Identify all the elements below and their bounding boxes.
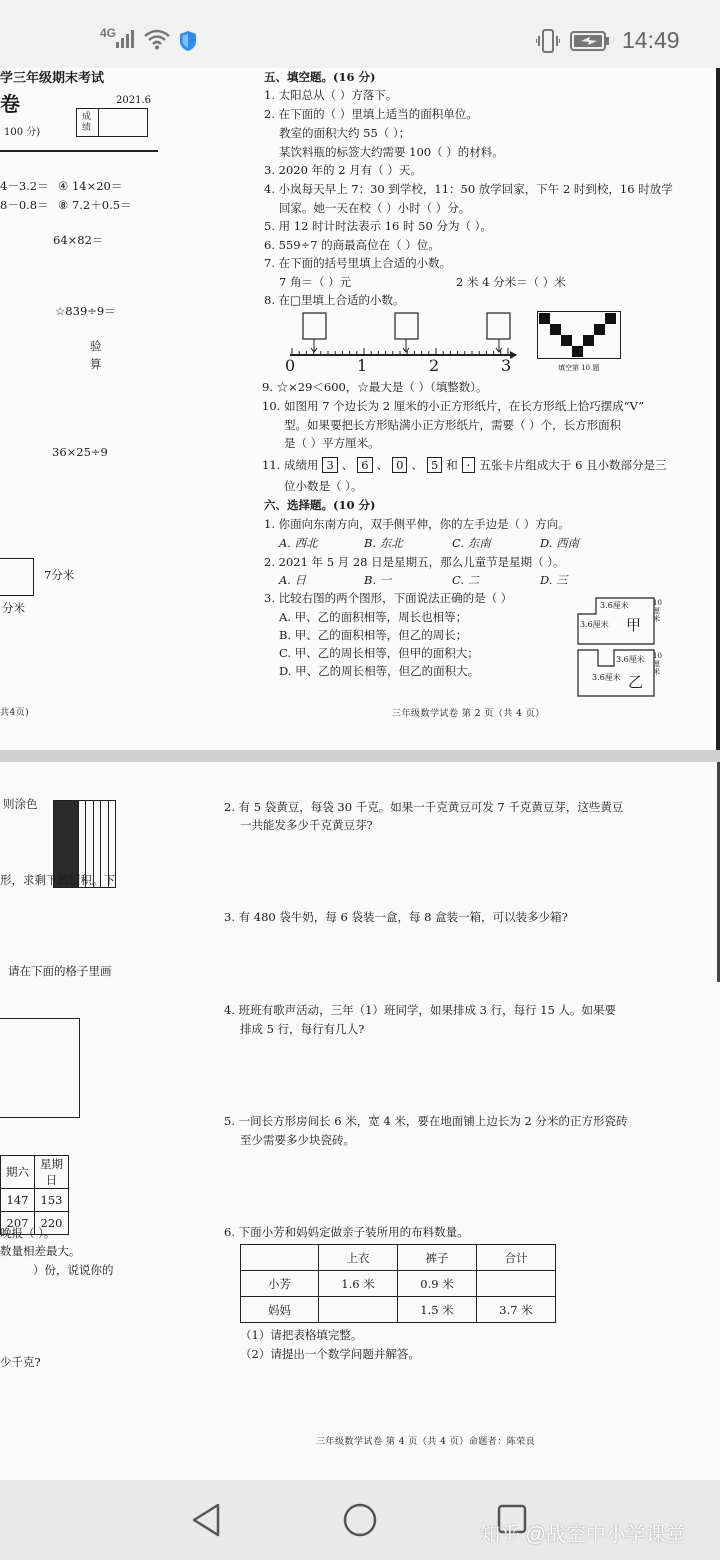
choice-question-3: 3. 比较右图的两个图形，下面说法正确的是（ ） — [264, 591, 513, 605]
option: B. 一 — [364, 573, 392, 587]
question-11-tail: 五张卡片组成大于 6 且小数部分是三 — [479, 458, 667, 472]
page-footer-left: 共4页) — [0, 708, 30, 718]
page-separator — [0, 750, 720, 762]
left-text: ）份，说说你的 — [33, 1263, 114, 1277]
cloth-table — [240, 1244, 556, 1323]
check-label: 验 — [90, 339, 102, 353]
number-card: 3 — [322, 457, 337, 473]
question-4b: 回家。她一天在校（ ）小时（ ）分。 — [279, 201, 471, 215]
shape-length-label: 3.6厘米 — [616, 655, 645, 664]
shape-length-label: 3.6厘米 — [592, 673, 621, 682]
table-header: 合计 — [477, 1245, 556, 1271]
exam-page-2 — [0, 68, 720, 750]
left-text: 数量相差最大。 — [0, 1244, 81, 1258]
question-10: 10. 如图用 7 个边长为 2 厘米的小正方形纸片，在长方形纸上恰巧摆成“V” — [262, 399, 645, 413]
shape-length-label: 3.6厘米 — [600, 601, 629, 610]
table-header: 上衣 — [319, 1245, 398, 1271]
number-card: 6 — [357, 457, 372, 473]
signal-icon — [116, 30, 134, 48]
tick-label-3: 3 — [501, 356, 512, 375]
left-text: 少千克? — [0, 1355, 41, 1369]
table-header: 期六 — [1, 1156, 35, 1189]
exam-subtitle: 卷 — [0, 92, 20, 116]
tick-label-1: 1 — [357, 356, 368, 375]
table-cell: 3.7 米 — [477, 1297, 556, 1323]
dimension-label: 分米 — [2, 601, 25, 615]
question-10b: 型。如果要把长方形贴满小正方形纸片，需要（ ）个，长方形面积 — [284, 418, 622, 432]
question-11-lead: 11. 成绩用 — [262, 458, 319, 472]
question-10c: 是（ ）平方厘米。 — [284, 436, 380, 450]
option: B. 甲、乙的面积相等，但乙的周长； — [279, 628, 468, 642]
back-icon[interactable] — [190, 1502, 222, 1538]
question-7: 7. 在下面的括号里填上合适的小数。 — [264, 256, 452, 270]
table-cell: 220 — [35, 1212, 69, 1235]
option: A. 日 — [279, 573, 307, 587]
table-cell: 妈妈 — [241, 1297, 319, 1323]
table-cell: 0.9 米 — [398, 1271, 477, 1297]
status-bar — [0, 0, 720, 68]
table-cell: 153 — [35, 1189, 69, 1212]
title-rule — [0, 150, 158, 152]
section-5-title: 五、填空题。(16 分) — [264, 70, 376, 84]
left-text: 形，求剩下的面积。下 — [0, 873, 115, 887]
table-cell: 1.5 米 — [398, 1297, 477, 1323]
full-score: 100 分) — [4, 127, 41, 138]
home-icon[interactable] — [342, 1502, 378, 1538]
shape-jia-label: 甲 — [626, 616, 642, 634]
calc-item: 4－3.2＝ — [0, 179, 49, 193]
question-5: 5. 用 12 时计时法表示 16 时 50 分为（ ）。 — [264, 219, 492, 233]
problem-3: 3. 有 480 袋牛奶，每 6 袋装一盒，每 8 盒装一箱，可以装多少箱? — [224, 910, 568, 924]
shape-yi-label: 乙 — [628, 673, 644, 691]
option: D. 甲、乙的周长相等，但乙的面积大。 — [279, 664, 480, 678]
page-footer: 三年级数学试卷 第 4 页（共 4 页）命题者：陈荣良 — [316, 1437, 536, 1447]
option: C. 东南 — [452, 536, 491, 550]
question-2a: 教室的面积大约 55（ ）； — [279, 126, 411, 140]
question-1: 1. 太阳总从（ ）方落下。 — [264, 88, 398, 102]
calc-item: ⑧ 7.2＋0.5＝ — [58, 198, 132, 212]
calc-item: ☆839÷9＝ — [55, 304, 116, 318]
calc-item: 8－0.8＝ — [0, 198, 49, 212]
question-11b: 位小数是（ ）。 — [284, 479, 363, 493]
tick-label-0: 0 — [285, 356, 296, 375]
option: A. 甲、乙的面积相等，周长也相等； — [279, 610, 468, 624]
question-4: 4. 小岚每天早上 7：30 到学校，11：50 放学回家，下午 2 时到校，16 时放学 — [264, 182, 673, 196]
dimension-label: 7分米 — [44, 568, 75, 582]
check-label: 算 — [90, 357, 102, 371]
shield-icon — [178, 30, 198, 52]
page-footer: 三年级数学试卷 第 2 页（共 4 页） — [392, 709, 545, 719]
table-header: 裤子 — [398, 1245, 477, 1271]
problem-4: 4. 班班有歌声活动，三年（1）班同学，如果排成 3 行，每行 15 人。如果要 — [224, 1003, 617, 1017]
score-label: 成绩 — [77, 109, 99, 136]
option: C. 二 — [452, 573, 480, 587]
question-3: 3. 2020 年的 2 月有（ ）天。 — [264, 163, 422, 177]
shape-side-label: 10厘米 — [653, 599, 662, 623]
calc-item: 64×82＝ — [53, 233, 104, 247]
wifi-icon — [144, 28, 170, 50]
question-2b: 某饮料瓶的标签大约需要 100（ ）的材料。 — [279, 145, 504, 159]
exam-page-4 — [0, 762, 720, 1480]
shape-length-label: 3.6厘米 — [580, 620, 609, 629]
exam-title: 学三年级期末考试 — [0, 71, 105, 86]
vibrate-icon — [536, 28, 560, 54]
table-cell — [477, 1271, 556, 1297]
problem-2b: 一共能发多少千克黄豆芽? — [240, 818, 373, 832]
rectangle-figure — [0, 558, 34, 596]
option: D. 西南 — [540, 536, 580, 550]
table-cell: 1.6 米 — [319, 1271, 398, 1297]
option: B. 东北 — [364, 536, 403, 550]
table-header: 星期日 — [35, 1156, 69, 1189]
score-box — [76, 108, 148, 137]
problem-2: 2. 有 5 袋黄豆，每袋 30 千克。如果一千克黄豆可发 7 千克黄豆芽，这些黄豆 — [224, 800, 624, 814]
question-9: 9. ☆×29＜600，☆最大是（ ）（填整数）。 — [262, 380, 488, 394]
calc-item: ④ 14×20＝ — [58, 179, 123, 193]
watermark: 知乎 @战空中小学课堂 — [480, 1524, 686, 1546]
number-line — [284, 311, 520, 377]
table-cell: 147 — [1, 1189, 35, 1212]
number-card: 0 — [392, 457, 407, 473]
question-6: 6. 559÷7 的商最高位在（ ）位。 — [264, 238, 440, 252]
shape-side-label: 10厘米 — [653, 652, 662, 676]
and-word: 和 — [446, 458, 458, 472]
left-text: 则涂色 — [3, 797, 38, 811]
problem-6a: （1）请把表格填完整。 — [240, 1328, 363, 1342]
decimal-point-card: · — [462, 457, 476, 473]
left-text: 请在下面的格子里画 — [8, 964, 112, 978]
table-header — [241, 1245, 319, 1271]
table-cell: 小芳 — [241, 1271, 319, 1297]
exam-date: 2021.6 — [116, 95, 151, 106]
network-type: 4G — [100, 26, 117, 40]
calc-item: 36×25÷9 — [52, 445, 108, 459]
battery-charging-icon — [570, 31, 610, 51]
figure-caption: 填空第 10 题 — [558, 364, 600, 372]
clock: 14:49 — [622, 27, 680, 53]
v-shape-figure — [537, 311, 621, 359]
number-card: 5 — [427, 457, 442, 473]
question-7b: 2 米 4 分米＝（ ）米 — [456, 275, 566, 289]
problem-6: 6. 下面小芳和妈妈定做亲子装所用的布料数量。 — [224, 1225, 469, 1239]
choice-question-2: 2. 2021 年 5 月 28 日是星期五，那么儿童节是星期（ ）。 — [264, 555, 565, 569]
question-11: 11. 成绩用 3 、 6 、 0 、 5 和 · 五张卡片组成大于 6 且小数部分是三 — [262, 458, 667, 472]
drawing-grid — [0, 1018, 80, 1118]
problem-4b: 排成 5 行，每行有几人? — [240, 1022, 365, 1036]
choice-question-1: 1. 你面向东南方向，双手侧平伸，你的左手边是（ ）方向。 — [264, 517, 570, 531]
left-text: 晚报（ ）。 — [0, 1226, 56, 1240]
week-table — [0, 1155, 69, 1235]
tick-label-2: 2 — [429, 356, 440, 375]
question-7a: 7 角＝（ ）元 — [279, 275, 352, 289]
problem-5: 5. 一间长方形房间长 6 米，宽 4 米，要在地面铺上边长为 2 分米的正方形瓷砖 — [224, 1114, 628, 1128]
question-8: 8. 在□里填上合适的小数。 — [264, 293, 405, 307]
section-6-title: 六、选择题。(10 分) — [264, 498, 376, 512]
table-cell: 207 — [1, 1212, 35, 1235]
page-edge — [716, 68, 720, 750]
option: D. 三 — [540, 573, 568, 587]
option: C. 甲、乙的周长相等，但甲的面积大； — [279, 646, 479, 660]
problem-6b: （2）请提出一个数学问题并解答。 — [240, 1347, 420, 1361]
question-2: 2. 在下面的（ ）里填上适当的面积单位。 — [264, 107, 478, 121]
table-cell — [319, 1297, 398, 1323]
problem-5b: 至少需要多少块瓷砖。 — [240, 1133, 355, 1147]
option: A. 西北 — [279, 536, 318, 550]
